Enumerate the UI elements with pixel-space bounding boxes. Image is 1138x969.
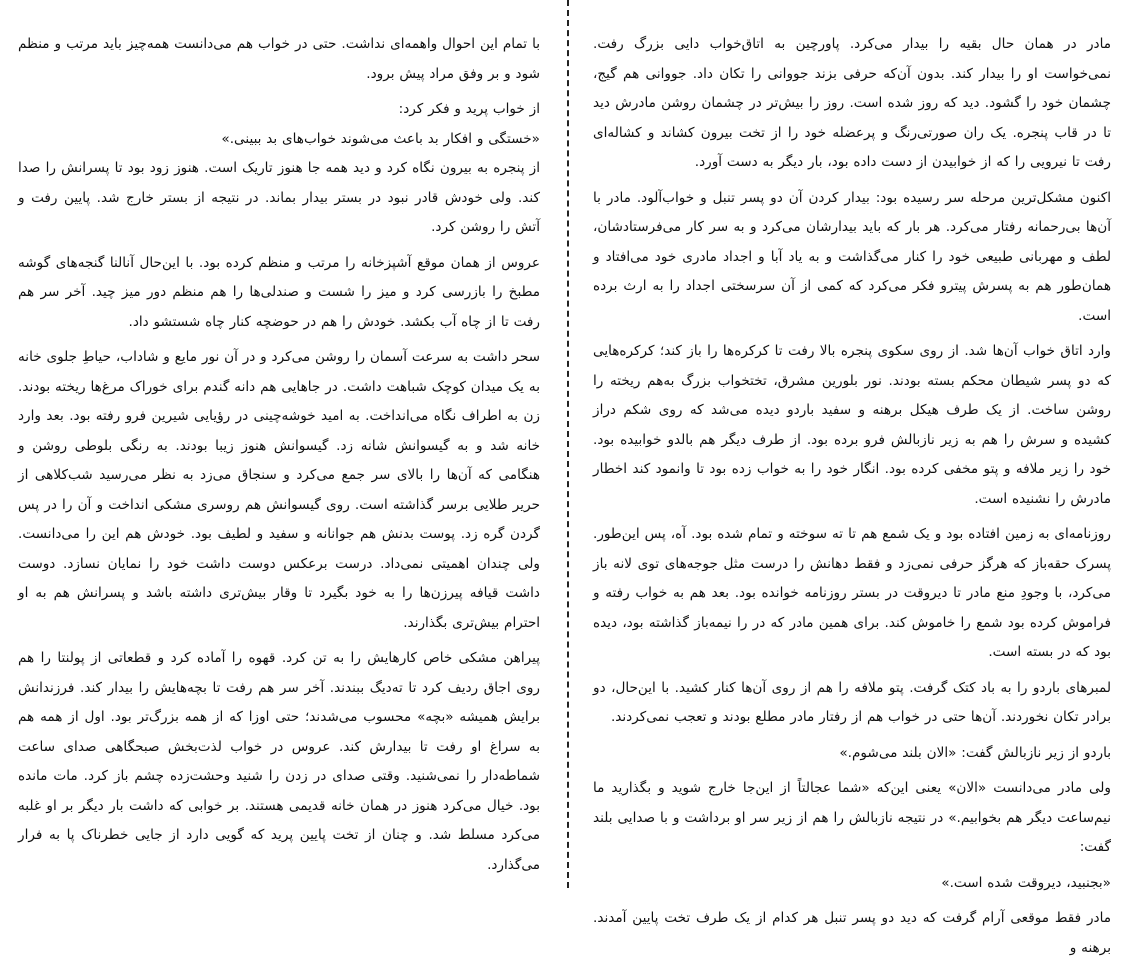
paragraph: اکنون مشکل‌ترین مرحله سر رسیده بود: بیدار کردن آن دو پسر تنبل و خواب‌آلود. مادر با آن‌ها بی‌رحمانه رفتار می‌کرد. هر بار که باید بیدارشان می‌کرد و به سر کار می‌فرستادشان، لطف و مهربانی طبیعی خود را کنار می‌گذاشت و به یاد آبا و اجداد مادری خود می‌افتاد و همان‌طور هم به پسرش پیترو فکر می‌کرد که کمی از آن سرسختی اجداد را به ارث برده است. <box>593 189 1111 324</box>
paragraph: مادر فقط موقعی آرام گرفت که دید دو پسر تنبل هر کدام از یک طرف تخت پایین آمدند. برهنه و <box>593 910 1111 956</box>
paragraph: لمبرهای باردو را به باد کتک گرفت. پتو ملافه را هم از روی آن‌ها کنار کشید. با این‌حال، دو برادر تکان نخوردند. آن‌ها حتی در خواب هم از رفتار مادر مطلع بودند و تعجب نمی‌کردند. <box>593 679 1111 725</box>
dialogue-line: «خستگی و افکار بد باعث می‌شوند خواب‌های بد ببینی.» <box>221 130 540 147</box>
left-page-text <box>18 30 540 886</box>
paragraph: مادر در همان حال بقیه را بیدار می‌کرد. پاورچین به اتاق‌خواب دایی بزرگ رفت. نمی‌خواست او را بیدار کند. بدون آن‌که حرفی بزند جووانی را تکان داد. جووانی هم گیج، چشمان خود را گشود. دید که روز شده است. روز را بیش‌تر در چشمان روشن مادرش دید تا در قاب پنجره. یک ران صورتی‌رنگ و پرعضله خود را از تخت بیرون کشاند و کشاله‌ای رفت تا نیرویی را که از خوابیدن از دست داده بود، بار دیگر به دست آورد. <box>593 36 1111 170</box>
paragraph: ولی مادر می‌دانست «الان» یعنی این‌که «شما عجالتاً از این‌جا خارج شوید و بگذارید ما نیم‌ساعت دیگر هم بخوابیم.» در نتیجه نازبالش را هم از زیر سر او برداشت و با صدایی بلند گفت: <box>593 780 1111 855</box>
paragraph: پیراهن مشکی خاص کارهایش را به تن کرد. قهوه را آماده کرد و قطعاتی از پولنتا را هم روی اجاق ردیف کرد تا ته‌دیگ ببندند. آخر سر هم رفت تا بچه‌هایش را بیدار کند. فرزندانش برایش همیشه «بچه» محسوب می‌شدند؛ حتی اوزا که از همه بزرگ‌تر بود. اول از همه هم به سراغ او رفت تا بیدارش کند. عروس در خواب لذت‌بخش صبحگاهی صدای ساعت شماطه‌دار را نمی‌شنید. وقتی صدای در زدن را شنید وحشت‌زده چشم باز کرد. مات مانده بود. خیال می‌کرد هنوز در همان خانه قدیمی هستند. بر خوابی که داشت بار دیگر بر او غلبه می‌کرد مسلط شد. و چنان از تخت پایین پرید که گویی دارد از جایی خطرناک پا به فرار می‌گذارد. <box>18 650 540 873</box>
dialogue-line: «بجنبید، دیروقت شده است.» <box>941 874 1111 891</box>
right-page-text <box>593 30 1111 969</box>
paragraph: از پنجره به بیرون نگاه کرد و دید همه جا هنوز تاریک است. هنوز زود بود تا پسرانش را صدا کند. ولی خودش قادر نبود در بستر بیدار بماند. در نتیجه از بستر خارج شد. پایین رفت و آتش را روشن کرد. <box>18 160 540 235</box>
paragraph: سحر داشت به سرعت آسمان را روشن می‌کرد و در آن نور مایع و شاداب، حیاطِ جلوی خانه به یک میدان کوچک شباهت داشت. در جاهایی هم دانه گندم برای خوراک مرغ‌ها ریخته بودند. زن به اطراف نگاه می‌انداخت. به امید خوشه‌چینی در رؤیایی شیرین فرو رفته بود. بعد وارد خانه شد و به گیسوانش شانه زد. گیسوانش هنوز زیبا بودند. به رنگی بلوطی روشن و هنگامی که آن‌ها را بالای سر جمع می‌کرد و سنجاق می‌زد به نظر می‌رسید شب‌کلاهی از حریر طلایی برسر گذاشته است. روی گیسوانش هم روسری مشکی انداخت و آن را در پس گردن گره زد. پوست بدنش هم جوانانه و سفید و لطیف بود. خودش هم این را می‌دانست. ولی چندان اهمیتی نمی‌داد. درست برعکس دوست داشت خود را نمایان نسازد. دوست داشت قیافه پیرزن‌ها را به خود بگیرد تا وقار بیش‌تری داشته باشد و پسرانش هم به او احترام بیش‌تری بگذارند. <box>18 349 540 631</box>
paragraph: وارد اتاق خواب آن‌ها شد. از روی سکوی پنجره بالا رفت تا کرکره‌ها را باز کند؛ کرکره‌هایی که دو پسر شیطان محکم بسته بودند. نور بلورین مشرق، تختخواب بزرگ به‌هم ریخته را روشن ساخت. از یک طرف هیکل برهنه و سفید باردو دیده می‌شد که روی شکم دراز کشیده و سرش را هم به زیر نازبالش فرو برده بود. از طرف دیگر هم بالدو خوابیده بود. خود را زیر ملافه و پتو مخفی کرده بود. انگار خود را به خواب زده بود تا وانمود کند اخطار مادرش را نشنیده است. <box>593 343 1111 507</box>
paragraph: عروس از همان موقع آشپزخانه را مرتب و منظم کرده بود. با این‌حال آنالنا گنجه‌های گوشه مطبخ را بازرسی کرد و میز را شست و صندلی‌ها را هم منظم دور میز چید. آخر سر هم رفت تا از چاه آب بکشد. خودش را هم در حوضچه کنار چاه شستشو داد. <box>18 254 540 330</box>
paragraph: روزنامه‌ای به زمین افتاده بود و یک شمع هم تا ته سوخته و تمام شده بود. آه، پس این‌طور. پسرک حقه‌باز که هرگز حرفی نمی‌زد و فقط دهانش را درست مثل جوجه‌های توی لانه باز می‌کرد، با وجودِ منع مادر تا دیروقت در بستر روزنامه خوانده بود. بعد هم به خواب رفته و فراموش کرده بود شمع را خاموش کند. برای همین مادر که در را نیمه‌باز گذاشته بود، دیده بود که در بسته است. <box>593 526 1111 660</box>
paragraph: با تمام این احوال واهمه‌ای نداشت. حتی در خواب هم می‌دانست همه‌چیز باید مرتب و منظم شود و بر وفق مراد پیش برود. <box>18 36 540 82</box>
page-divider <box>567 0 569 888</box>
paragraph: از خواب پرید و فکر کرد: <box>398 101 540 117</box>
dialogue-line: باردو از زیر نازبالش گفت: «الان بلند می‌شوم.» <box>839 744 1111 761</box>
